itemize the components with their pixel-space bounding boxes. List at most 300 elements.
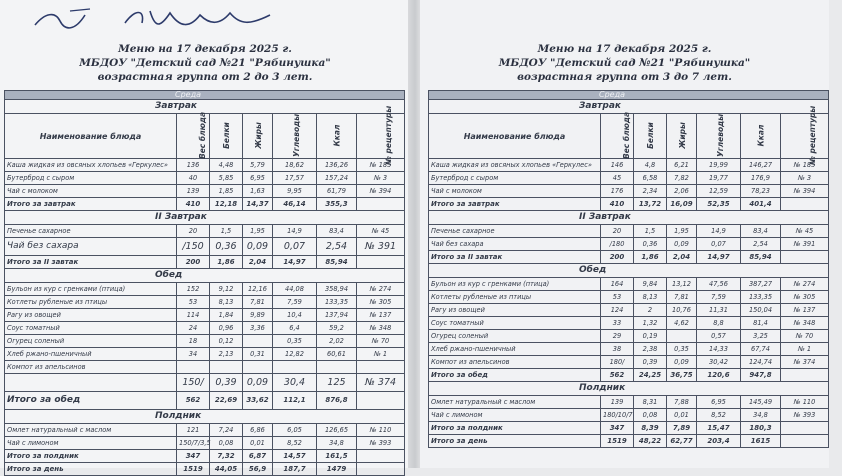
nutrition-value: 152 xyxy=(177,283,210,296)
dish-name: Огурец соленый xyxy=(5,335,177,348)
nutrition-value: 6,21 xyxy=(667,159,697,172)
nutrition-value: 22,69 xyxy=(210,392,243,410)
nutrition-value: 0,08 xyxy=(634,409,667,422)
nutrition-value: 0,09 xyxy=(667,238,697,251)
nutrition-value xyxy=(781,435,829,448)
nutrition-value: 136 xyxy=(177,159,210,172)
nutrition-value: 9,89 xyxy=(243,309,273,322)
meal-section-row xyxy=(5,269,405,283)
nutrition-value: 112,1 xyxy=(273,392,317,410)
column-header: Белки xyxy=(634,114,667,159)
nutrition-value: 1,95 xyxy=(667,225,697,238)
nutrition-value: 53 xyxy=(601,291,634,304)
dish-name: Бутерброд с сыром xyxy=(429,172,601,185)
nutrition-value: 14,57 xyxy=(273,450,317,463)
dish-row xyxy=(429,291,829,304)
nutrition-value: 34,8 xyxy=(741,409,781,422)
nutrition-value: 7,88 xyxy=(667,396,697,409)
nutrition-value: № 394 xyxy=(781,185,829,198)
nutrition-value: 200 xyxy=(601,251,634,264)
dish-name: Бульон из кур с гренками (птица) xyxy=(5,283,177,296)
nutrition-value: 0,07 xyxy=(273,238,317,256)
nutrition-value: 1,5 xyxy=(634,225,667,238)
nutrition-value: 34,8 xyxy=(317,437,357,450)
nutrition-value: 40 xyxy=(177,172,210,185)
nutrition-value: 410 xyxy=(177,198,210,211)
nutrition-value: 146,27 xyxy=(741,159,781,172)
nutrition-value: 137,94 xyxy=(317,309,357,322)
nutrition-value: 7,81 xyxy=(243,296,273,309)
nutrition-value: 0,36 xyxy=(210,238,243,256)
nutrition-value: 2,13 xyxy=(210,348,243,361)
nutrition-value: № 185 xyxy=(357,159,405,172)
column-header-row xyxy=(429,114,829,159)
nutrition-value xyxy=(357,450,405,463)
nutrition-value: 1,63 xyxy=(243,185,273,198)
nutrition-value: 53 xyxy=(177,296,210,309)
nutrition-value: 0,39 xyxy=(634,356,667,369)
nutrition-value: 78,23 xyxy=(741,185,781,198)
nutrition-value: 0,19 xyxy=(634,330,667,343)
nutrition-value: 83,4 xyxy=(741,225,781,238)
nutrition-value xyxy=(357,256,405,269)
dish-name: Чай без сахара xyxy=(429,238,601,251)
dish-row xyxy=(5,348,405,361)
nutrition-value: 150/ xyxy=(177,374,210,392)
nutrition-value: 1,95 xyxy=(243,225,273,238)
nutrition-value xyxy=(357,198,405,211)
meal-section-label: Завтрак xyxy=(5,100,405,114)
nutrition-value: 133,35 xyxy=(317,296,357,309)
menu-header xyxy=(0,42,410,84)
dish-name: Итого за день xyxy=(5,463,177,476)
nutrition-value: № 137 xyxy=(781,304,829,317)
nutrition-value: 7,59 xyxy=(273,296,317,309)
nutrition-value: 8,13 xyxy=(210,296,243,309)
nutrition-value: 136,26 xyxy=(317,159,357,172)
left-menu-page xyxy=(0,0,410,473)
dish-row xyxy=(5,296,405,309)
nutrition-value: 876,8 xyxy=(317,392,357,410)
nutrition-value: 0,96 xyxy=(210,322,243,335)
nutrition-value: 176 xyxy=(601,185,634,198)
nutrition-value: 14,37 xyxy=(243,198,273,211)
nutrition-value: 85,94 xyxy=(317,256,357,269)
nutrition-value: 145,49 xyxy=(741,396,781,409)
dish-name: Компот из апельсинов xyxy=(5,361,177,374)
nutrition-value: 59,2 xyxy=(317,322,357,335)
right-menu-page xyxy=(420,0,829,468)
nutrition-value: 10,4 xyxy=(273,309,317,322)
nutrition-value xyxy=(177,361,210,374)
nutrition-value: 2 xyxy=(634,304,667,317)
nutrition-value: 0,09 xyxy=(243,238,273,256)
nutrition-value: 355,3 xyxy=(317,198,357,211)
dish-name: Рагу из овощей xyxy=(429,304,601,317)
nutrition-value: 29 xyxy=(601,330,634,343)
nutrition-value: 3,36 xyxy=(243,322,273,335)
org-name: МБДОУ "Детский сад №21 "Рябинушка" xyxy=(79,57,331,69)
nutrition-value: 200 xyxy=(177,256,210,269)
dish-row xyxy=(5,283,405,296)
nutrition-value xyxy=(781,369,829,382)
nutrition-value: 8,52 xyxy=(273,437,317,450)
nutrition-value: 5,85 xyxy=(210,172,243,185)
nutrition-value xyxy=(243,335,273,348)
nutrition-value: 1,5 xyxy=(210,225,243,238)
column-header: Белки xyxy=(210,114,243,159)
column-header: № рецептуры xyxy=(357,114,405,159)
nutrition-value: 8,39 xyxy=(634,422,667,435)
dish-row xyxy=(429,343,829,356)
nutrition-value: 30,4 xyxy=(273,374,317,392)
nutrition-value: 0,57 xyxy=(697,330,741,343)
nutrition-value: 85,94 xyxy=(741,251,781,264)
nutrition-value: 126,65 xyxy=(317,424,357,437)
nutrition-value: 19,77 xyxy=(697,172,741,185)
nutrition-value: 11,31 xyxy=(697,304,741,317)
nutrition-value: 18 xyxy=(177,335,210,348)
nutrition-value: 2,38 xyxy=(634,343,667,356)
meal-section-row xyxy=(429,382,829,396)
dish-row xyxy=(5,361,405,374)
day-band xyxy=(429,91,829,100)
dish-row xyxy=(5,424,405,437)
nutrition-value xyxy=(210,361,243,374)
dish-row xyxy=(5,309,405,322)
nutrition-value: № 137 xyxy=(357,309,405,322)
dish-name: Хлеб ржано-пшеничный xyxy=(5,348,177,361)
nutrition-value: 18,62 xyxy=(273,159,317,172)
dish-name: Печенье сахарное xyxy=(429,225,601,238)
nutrition-value: 6,95 xyxy=(697,396,741,409)
dish-row xyxy=(429,304,829,317)
column-header: Ккал xyxy=(317,114,357,159)
dish-name: Соус томатный xyxy=(429,317,601,330)
nutrition-value: 139 xyxy=(601,396,634,409)
nutrition-value: № 393 xyxy=(357,437,405,450)
dish-name: Соус томатный xyxy=(5,322,177,335)
nutrition-value xyxy=(357,463,405,476)
nutrition-value: 9,95 xyxy=(273,185,317,198)
nutrition-value: 8,13 xyxy=(634,291,667,304)
dish-name: Рагу из овощей xyxy=(5,309,177,322)
nutrition-value: 8,52 xyxy=(697,409,741,422)
nutrition-value: 0,09 xyxy=(243,374,273,392)
meal-section-row xyxy=(5,410,405,424)
nutrition-value: 14,9 xyxy=(697,225,741,238)
dish-name: Бульон из кур с гренками (птица) xyxy=(429,278,601,291)
nutrition-value: 36,75 xyxy=(667,369,697,382)
menu-table xyxy=(428,90,829,448)
nutrition-value: 1519 xyxy=(177,463,210,476)
total-row xyxy=(5,256,405,269)
column-header: Жиры xyxy=(243,114,273,159)
menu-title: Меню на 17 декабря 2025 г. xyxy=(118,43,292,55)
nutrition-value: 6,58 xyxy=(634,172,667,185)
dish-row xyxy=(429,278,829,291)
nutrition-value: 0,36 xyxy=(634,238,667,251)
nutrition-value: № 45 xyxy=(781,225,829,238)
total-row xyxy=(429,251,829,264)
dish-name: Чай без сахара xyxy=(5,238,177,256)
total-row xyxy=(5,392,405,410)
nutrition-value: 347 xyxy=(601,422,634,435)
nutrition-value: 6,4 xyxy=(273,322,317,335)
day-label: Среда xyxy=(429,91,829,100)
dish-row xyxy=(429,238,829,251)
nutrition-value: № 185 xyxy=(781,159,829,172)
nutrition-value: 0,08 xyxy=(210,437,243,450)
dish-name: Чай с молоком xyxy=(5,185,177,198)
nutrition-value: № 1 xyxy=(357,348,405,361)
nutrition-value: 157,24 xyxy=(317,172,357,185)
column-header: Наименование блюда xyxy=(5,114,177,159)
nutrition-value: 180,3 xyxy=(741,422,781,435)
dish-name: Итого за завтрак xyxy=(5,198,177,211)
nutrition-value: № 70 xyxy=(781,330,829,343)
dish-name: Хлеб ржано-пшеничный xyxy=(429,343,601,356)
nutrition-value xyxy=(243,361,273,374)
nutrition-value: 1,85 xyxy=(210,185,243,198)
nutrition-value: 12,16 xyxy=(243,283,273,296)
nutrition-value: 139 xyxy=(177,185,210,198)
dish-name xyxy=(5,374,177,392)
nutrition-value: 52,35 xyxy=(697,198,741,211)
column-header-row xyxy=(5,114,405,159)
nutrition-value xyxy=(357,361,405,374)
nutrition-value: 17,57 xyxy=(273,172,317,185)
nutrition-value xyxy=(781,422,829,435)
nutrition-value xyxy=(273,361,317,374)
nutrition-value: 0,31 xyxy=(243,348,273,361)
nutrition-value: 124,74 xyxy=(741,356,781,369)
nutrition-value: № 45 xyxy=(357,225,405,238)
dish-name: Омлет натуральный с маслом xyxy=(5,424,177,437)
nutrition-value: № 348 xyxy=(781,317,829,330)
nutrition-value: 180/10/7 xyxy=(601,409,634,422)
nutrition-value: 1,84 xyxy=(210,309,243,322)
dish-name: Чай с лимоном xyxy=(5,437,177,450)
nutrition-value: 16,09 xyxy=(667,198,697,211)
nutrition-value: 0,07 xyxy=(697,238,741,251)
nutrition-value: 0,01 xyxy=(243,437,273,450)
dish-row xyxy=(429,185,829,198)
nutrition-value: 46,14 xyxy=(273,198,317,211)
nutrition-value: 161,5 xyxy=(317,450,357,463)
nutrition-value: 60,61 xyxy=(317,348,357,361)
column-header: Ккал xyxy=(741,114,781,159)
nutrition-value: 30,42 xyxy=(697,356,741,369)
nutrition-value: 7,81 xyxy=(667,291,697,304)
dish-name: Котлеты рубленые из птицы xyxy=(429,291,601,304)
nutrition-value: 24,25 xyxy=(634,369,667,382)
nutrition-value: 9,84 xyxy=(634,278,667,291)
nutrition-value: 2,04 xyxy=(243,256,273,269)
nutrition-value: № 374 xyxy=(357,374,405,392)
org-name: МБДОУ "Детский сад №21 "Рябинушка" xyxy=(498,57,751,69)
dish-name: Омлет натуральный с маслом xyxy=(429,396,601,409)
nutrition-value: № 374 xyxy=(781,356,829,369)
nutrition-value: 410 xyxy=(601,198,634,211)
nutrition-value: № 3 xyxy=(781,172,829,185)
nutrition-value: 56,9 xyxy=(243,463,273,476)
nutrition-value: 10,76 xyxy=(667,304,697,317)
nutrition-value: 44,05 xyxy=(210,463,243,476)
nutrition-value: 13,12 xyxy=(667,278,697,291)
nutrition-value: 33 xyxy=(601,317,634,330)
nutrition-value: № 274 xyxy=(357,283,405,296)
nutrition-value: 387,27 xyxy=(741,278,781,291)
nutrition-value: 0,01 xyxy=(667,409,697,422)
nutrition-value: 12,18 xyxy=(210,198,243,211)
nutrition-value: 1479 xyxy=(317,463,357,476)
nutrition-value: /180 xyxy=(601,238,634,251)
meal-section-label: II Завтрак xyxy=(429,211,829,225)
column-header: Вес блюда xyxy=(601,114,634,159)
nutrition-value: 45 xyxy=(601,172,634,185)
nutrition-value: № 110 xyxy=(357,424,405,437)
meal-section-label: Полдник xyxy=(429,382,829,396)
column-header: Жиры xyxy=(667,114,697,159)
dish-row xyxy=(5,159,405,172)
dish-name: Компот из апельсинов xyxy=(429,356,601,369)
nutrition-value: 120,6 xyxy=(697,369,741,382)
nutrition-value: 7,89 xyxy=(667,422,697,435)
nutrition-value: 2,54 xyxy=(317,238,357,256)
nutrition-value: 1615 xyxy=(741,435,781,448)
nutrition-value: 7,32 xyxy=(210,450,243,463)
nutrition-value: 203,4 xyxy=(697,435,741,448)
nutrition-value: 14,97 xyxy=(273,256,317,269)
nutrition-value: 20 xyxy=(601,225,634,238)
nutrition-value: 7,59 xyxy=(697,291,741,304)
dish-row xyxy=(5,172,405,185)
nutrition-value xyxy=(781,251,829,264)
total-row xyxy=(429,422,829,435)
total-row xyxy=(5,450,405,463)
nutrition-value: № 394 xyxy=(357,185,405,198)
nutrition-value: 67,74 xyxy=(741,343,781,356)
dish-row xyxy=(5,225,405,238)
day-band xyxy=(5,91,405,100)
dish-name: Итого за полдник xyxy=(429,422,601,435)
nutrition-value: 34 xyxy=(177,348,210,361)
nutrition-value: 2,34 xyxy=(634,185,667,198)
nutrition-value: № 110 xyxy=(781,396,829,409)
dish-row xyxy=(5,335,405,348)
nutrition-value: 1519 xyxy=(601,435,634,448)
dish-name: Котлеты рубленые из птицы xyxy=(5,296,177,309)
nutrition-value xyxy=(667,330,697,343)
nutrition-value: 150,04 xyxy=(741,304,781,317)
dish-row xyxy=(5,437,405,450)
meal-section-label: Полдник xyxy=(5,410,405,424)
meal-section-label: Завтрак xyxy=(429,100,829,114)
dish-row xyxy=(5,322,405,335)
nutrition-value: 2,04 xyxy=(667,251,697,264)
nutrition-value: № 391 xyxy=(357,238,405,256)
nutrition-value: № 1 xyxy=(781,343,829,356)
nutrition-value: № 305 xyxy=(357,296,405,309)
nutrition-value: 12,82 xyxy=(273,348,317,361)
nutrition-value: 48,22 xyxy=(634,435,667,448)
nutrition-value: 0,35 xyxy=(667,343,697,356)
meal-section-label: Обед xyxy=(429,264,829,278)
total-row xyxy=(429,198,829,211)
nutrition-value xyxy=(317,361,357,374)
nutrition-value: 8,8 xyxy=(697,317,741,330)
dish-row xyxy=(5,185,405,198)
nutrition-value: № 305 xyxy=(781,291,829,304)
nutrition-value: 150/7/3,5 xyxy=(177,437,210,450)
column-header: Наименование блюда xyxy=(429,114,601,159)
column-header: Углеводы xyxy=(273,114,317,159)
nutrition-value: № 3 xyxy=(357,172,405,185)
nutrition-value: 114 xyxy=(177,309,210,322)
nutrition-value: 14,33 xyxy=(697,343,741,356)
nutrition-value: 33,62 xyxy=(243,392,273,410)
nutrition-value: /150 xyxy=(177,238,210,256)
dish-row xyxy=(429,172,829,185)
dish-name: Чай с молоком xyxy=(429,185,601,198)
menu-title: Меню на 17 декабря 2025 г. xyxy=(537,43,712,55)
nutrition-value: № 70 xyxy=(357,335,405,348)
nutrition-value: 83,4 xyxy=(317,225,357,238)
nutrition-value: 20 xyxy=(177,225,210,238)
nutrition-value: № 393 xyxy=(781,409,829,422)
nutrition-value: № 274 xyxy=(781,278,829,291)
nutrition-value: 7,82 xyxy=(667,172,697,185)
nutrition-value: 2,54 xyxy=(741,238,781,251)
dish-name: Огурец соленый xyxy=(429,330,601,343)
nutrition-value xyxy=(781,198,829,211)
menu-table xyxy=(4,90,405,476)
nutrition-value: 3,25 xyxy=(741,330,781,343)
dish-row xyxy=(429,225,829,238)
meal-section-row xyxy=(429,211,829,225)
dish-name: Каша жидкая из овсяных хлопьев «Геркулес» xyxy=(5,159,177,172)
dish-name: Итого за полдник xyxy=(5,450,177,463)
nutrition-value: 14,97 xyxy=(697,251,741,264)
nutrition-value: 15,47 xyxy=(697,422,741,435)
nutrition-value: 176,9 xyxy=(741,172,781,185)
nutrition-value: 0,35 xyxy=(273,335,317,348)
dish-row xyxy=(429,409,829,422)
nutrition-value: 947,8 xyxy=(741,369,781,382)
nutrition-value: 164 xyxy=(601,278,634,291)
nutrition-value: 62,77 xyxy=(667,435,697,448)
dish-name: Бутерброд с сыром xyxy=(5,172,177,185)
nutrition-value: 562 xyxy=(601,369,634,382)
menu-header xyxy=(420,42,829,84)
nutrition-value: 12,59 xyxy=(697,185,741,198)
nutrition-value xyxy=(357,392,405,410)
dish-name: Печенье сахарное xyxy=(5,225,177,238)
nutrition-value: 121 xyxy=(177,424,210,437)
nutrition-value: 401,4 xyxy=(741,198,781,211)
dish-name: Каша жидкая из овсяных хлопьев «Геркулес» xyxy=(429,159,601,172)
nutrition-value: 4,48 xyxy=(210,159,243,172)
nutrition-value: 4,8 xyxy=(634,159,667,172)
nutrition-value: 124 xyxy=(601,304,634,317)
nutrition-value: 8,31 xyxy=(634,396,667,409)
age-group: возрастная группа от 3 до 7 лет. xyxy=(517,71,732,83)
nutrition-value: 6,95 xyxy=(243,172,273,185)
nutrition-value: 1,32 xyxy=(634,317,667,330)
nutrition-value: 14,9 xyxy=(273,225,317,238)
dish-row xyxy=(5,374,405,392)
